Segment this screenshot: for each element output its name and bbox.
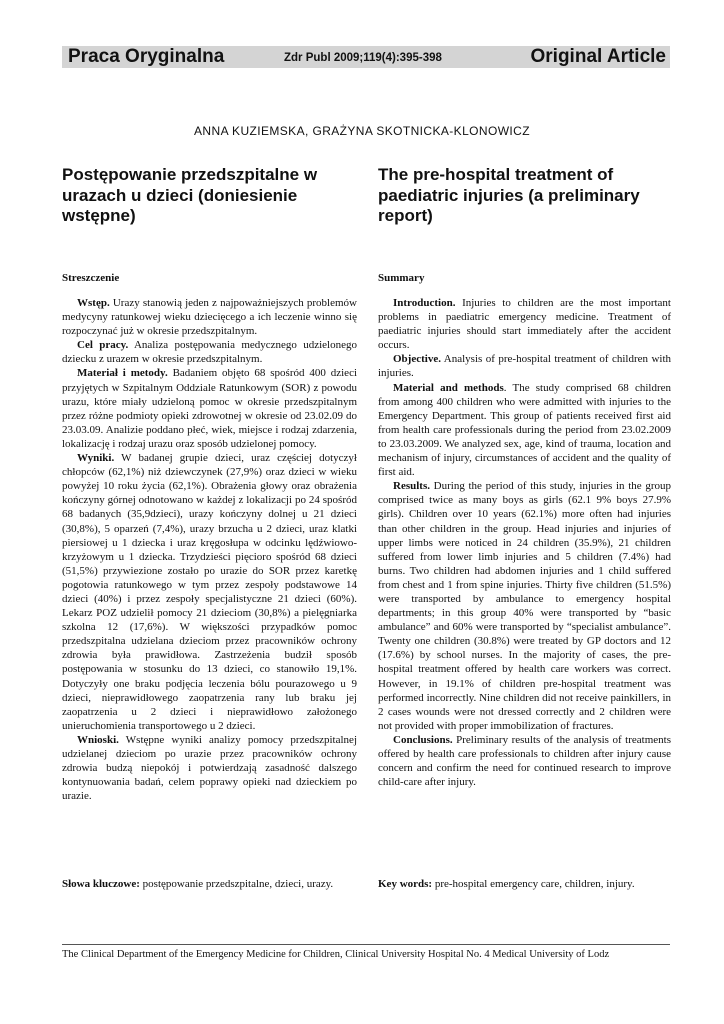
- abstract-english: [378, 296, 671, 789]
- keywords-polish: [62, 877, 357, 891]
- abstract-paragraph: [378, 733, 671, 789]
- paragraph-label: Conclusions.: [393, 733, 453, 746]
- keywords-label: Key words:: [378, 878, 433, 890]
- keywords-label: Słowa kluczowe:: [62, 878, 140, 890]
- abstract-polish: [62, 296, 357, 803]
- paragraph-text: During the period of this study, injuries in the group comprised twice as many boys as girls (62.1 9% boys 27.9% girls). Children over 10 years (62.1%) more often had injuries than other children in the group. Head injuries and injuries of upper limbs were noticed in 24 children (35.9%), 21 children suffered from lower limb injuries and 5 children (7.4%) had burns. Two children had abdomen injuries and 1 child suffered from chest and 1 from spine injuries. Thirty five children (51.5%) were transported by ambulance to emergency hospital departments; in this group 40% were transported by “basic ambulance” and 60% were transported by “specialist ambulance”. Twenty one children (30.8%) were treated by GP doctors and 12 (17.6%) by school nurses. In the majority of cases, the pre-hospital treatment offered by health care workers was correct. However, in 19.1% of children pre-hospital treatment was performed incorrectly. Nine children did not receive painkillers, in 2 cases wounds were not dressed correctly and 2 children were not provided with proper immobilization of fractures.: [378, 480, 671, 732]
- keywords-english: [378, 877, 671, 891]
- abstract-heading-en: Summary: [378, 272, 425, 284]
- paragraph-label: Results.: [393, 480, 430, 493]
- paragraph-label: Wnioski.: [77, 733, 119, 746]
- paragraph-text: Analysis of pre-hospital treatment of children with injuries.: [378, 353, 671, 380]
- journal-header-bar: [62, 46, 670, 68]
- paragraph-label: Introduction.: [393, 297, 456, 309]
- paragraph-text: Urazy stanowią jeden z najpoważniejszych problemów medycyny ratunkowej wieku dziecięcego a ich leczenie winno się rozpoczynać już w okresie przedszpitalnym.: [62, 297, 357, 338]
- paragraph-text: . The study comprised 68 children from among 400 children who were admitted with injuries to the Emergency Department. This group of patients received first aid from health care professionals during the period from 23.02.2009 to 23.03.2009. We analyzed sex, age, kind of trauma, location and mechanism of injury, circumstances of accident and the quality of first aid.: [378, 381, 671, 479]
- paragraph-text: W badanej grupie dzieci, uraz częściej dotyczył chłopców (62,1%) niż dziewczynek (27,9%) oraz dzieci w wieku powyżej 10 roku życia (62,1%). Obrażenia głowy oraz obrażenia kończyny górnej odnotowano w każdej z lokalizacji po 24 spośród 68 badanych (35,9dzieci), urazy kończyny dolnej u 21 dzieci (30,8%), 5 oparzeń (7,4%), urazy brzucha u 2 dzieci, uraz klatki piersiowej u 1 dziecka i uraz kręgosłupa w odcinku lędźwiowo-krzyżowym u 1 dziecka. Trzydzieści pięcioro spośród 68 dzieci (51,5%) przywiezione zostało po urazie do SOR przez karetkę pogotowia ratunkowego w tym przez zespoły podstawowe 14 dzieci (40%) i przez zespoły specjalistyczne 21 dzieci (60%). Lekarz POZ udzielił pomocy 21 dzieciom (30,8%) a pielęgniarka szkolna 12 (17,6%). W większości przypadków pomoc przedszpitalna udzielana dzieciom przez pracowników ochrony zdrowia była prawidłowa. Zastrzeżenia budził sposób postępowania w stosunku do 13 dzieci, co stanowiło 19,1%. Dotyczyły one braku podjęcia leczenia bólu pourazowego u 9 dzieci, nieprawidłowego zaopatrzenia rany lub braku jej zaopatrzenia u 2 dzieci i nieprawidłowo założonego unieruchomienia transportowego u 2 dzieci.: [62, 452, 357, 732]
- authors: ANNA KUZIEMSKA, GRAŻYNA SKOTNICKA-KLONOWICZ: [194, 124, 530, 138]
- paragraph-text: Injuries to children are the most important problems in paediatric emergency medicine. Treatment of paediatric injuries should start immediately after the accident occurs.: [378, 297, 671, 352]
- footer-divider: [62, 944, 670, 945]
- affiliation: The Clinical Department of the Emergency Medicine for Children, Clinical University Hospital No. 4 Medical University of Lodz: [62, 949, 610, 960]
- keywords-text: pre-hospital emergency care, children, injury.: [432, 878, 635, 890]
- abstract-paragraph: [378, 296, 671, 352]
- paragraph-text: Badaniem objęto 68 spośród 400 dzieci przyjętych w Szpitalnym Oddziale Ratunkowym (SOR) z powodu urazu, które miały udzieloną pomoc w okresie przedszpitalnym przez różne podmioty opieki zdrowotnej w okresie od 23.02.09 do 23.03.09. Analizie poddano płeć, wiek, miejsce i rodzaj zdarzenia, lokalizację i rodzaj urazu oraz sposób udzielonej pomocy.: [62, 367, 358, 450]
- abstract-paragraph: [62, 296, 357, 338]
- abstract-heading-pl: Streszczenie: [62, 272, 120, 284]
- abstract-paragraph: [62, 733, 357, 803]
- paragraph-text: Analiza postępowania medycznego udzielonego dziecku z urazem w okresie przedszpitalnym.: [62, 339, 357, 366]
- header-section-label-en: Original Article: [530, 46, 666, 67]
- abstract-paragraph: [378, 381, 671, 480]
- paragraph-label: Cel pracy.: [77, 339, 129, 352]
- header-section-label-pl: Praca Oryginalna: [68, 46, 225, 67]
- paragraph-text: Preliminary results of the analysis of treatments offered by health care professionals to children after injury cause concern and confirm the need for continued research to improve child-care after injury.: [378, 733, 671, 789]
- abstract-paragraph: [378, 479, 671, 733]
- paragraph-label: Materiał i metody.: [77, 367, 168, 380]
- header-citation: Zdr Publ 2009;119(4):395-398: [284, 52, 442, 64]
- abstract-paragraph: [378, 352, 671, 380]
- title-english: The pre-hospital treatment of paediatric injuries (a preliminary report): [378, 165, 640, 225]
- paragraph-label: Objective.: [393, 353, 441, 366]
- paragraph-label: Wyniki.: [77, 452, 115, 465]
- keywords-text: postępowanie przedszpitalne, dzieci, urazy.: [139, 878, 334, 890]
- paragraph-text: Wstępne wyniki analizy pomocy przedszpitalnej udzielanej dzieciom po urazie przez pracowników ochrony zdrowia budzą niepokój i potwierdzają zasadność dalszego kontynuowania badań, celem poprawy opieki nad dzieckiem po urazie.: [62, 733, 357, 803]
- abstract-paragraph: [62, 451, 357, 733]
- title-polish: Postępowanie przedszpitalne w urazach u dzieci (doniesienie wstępne): [62, 165, 318, 225]
- paragraph-label: Wstęp.: [77, 297, 110, 309]
- paragraph-label: Material and methods: [393, 381, 504, 394]
- abstract-paragraph: [62, 338, 357, 366]
- abstract-paragraph: [62, 366, 357, 451]
